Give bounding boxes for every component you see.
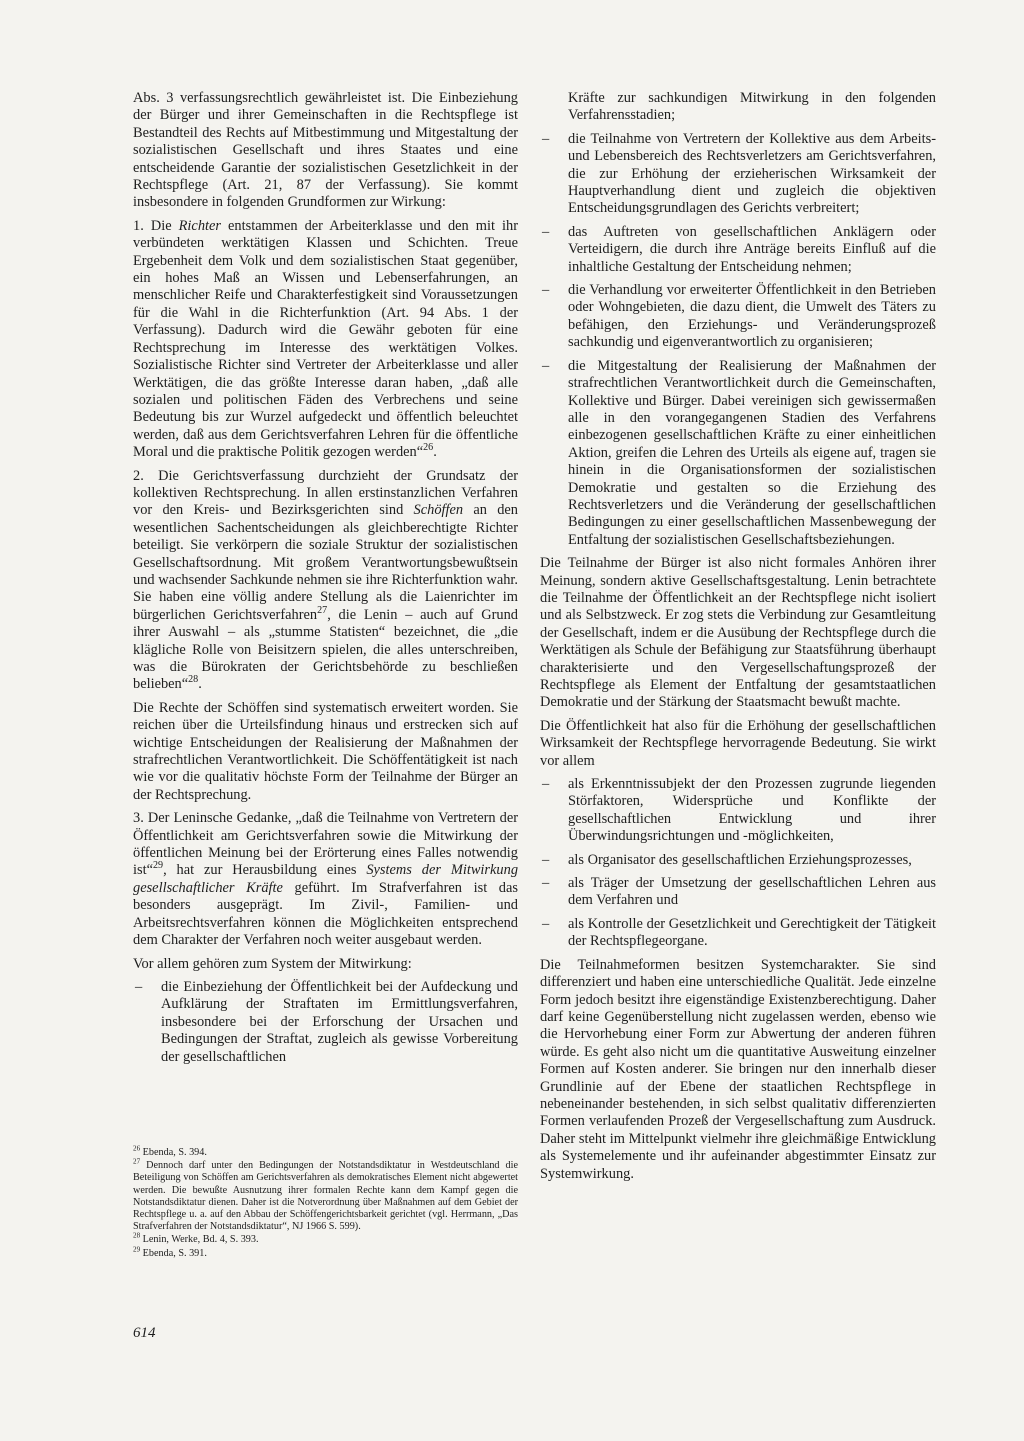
footnote-ref: 27 — [317, 604, 328, 616]
dash-mark: – — [542, 357, 550, 374]
emphasis: Richter — [178, 217, 221, 234]
list-item-text: als Organisator des gesellschaftlichen Erziehungsprozesses, — [568, 851, 912, 868]
dash-mark: – — [542, 851, 550, 868]
paragraph-oeffentlichkeit: Die Öffentlichkeit hat also für die Erhöhung der gesellschaftlichen Wirksamkeit der Rechtspflege hervorragende Bedeutung. Sie wirkt vor allem — [540, 717, 936, 769]
paragraph-teilnahmeformen: Die Teilnahmeformen besitzen Systemcharakter. Sie sind differenziert und haben eine unterschiedliche Qualität. Jede einzelne Form jedoch besitzt ihre eigenständige Existenzberechtigung. Daher darf keine Gegenüberstellung nicht zugelassen werden, ebenso wie die Hervorhebung einer Form zur Abwertung der anderen führen würde. Es geht also nicht um die quantitative Ausweitung einzelner Formen auf Kosten anderer. Sie bringen nur den innerhalb dieser Grundlinie auf der Ebene der staatlichen Rechtspflege in nebeneinander bestehenden, in sich selbst qualitativ differenzierten Formen verlaufenden Prozeß der Vergesellschaftung zum Ausdruck. Daher steht im Mittelpunkt vielmehr ihre gleichmäßige Entwicklung als Systemelemente und ihr aufeinander abgestimmter Einsatz zur Systemwirkung. — [540, 956, 936, 1182]
list-item — [133, 979, 518, 1066]
text: . — [198, 676, 202, 693]
list-item — [540, 875, 936, 910]
text: 1. Die — [133, 217, 179, 234]
footnote-ref: 28 — [188, 674, 199, 686]
footnote-29 — [133, 1245, 518, 1260]
emphasis: Schöffen — [413, 502, 464, 519]
footnote-28 — [133, 1234, 518, 1246]
list-item-text: die Teilnahme von Vertretern der Kollektive aus dem Arbeits- und Lebensbereich des Rechtsverletzers am Gerichtsverfahren, die zur Erhöhung der erzieherischen Wirksamkeit der Hauptverhandlung dient und zugleich die objektiven Entscheidungsgrundlagen des Gerichts verbreitert; — [568, 130, 936, 217]
footnote-text: Ebenda, S. 394. — [140, 1147, 207, 1158]
right-column — [540, 90, 936, 1189]
list-item-text: als Erkenntnissubjekt der den Prozessen zugrunde liegenden Störfaktoren, Widersprüche und Konflikte der gesellschaftlichen Entwicklung und ihrer Überwindungsrichtungen und -möglichkeiten, — [568, 776, 936, 845]
list-item — [540, 776, 936, 846]
list-item — [540, 224, 936, 276]
paragraph-leninsche-gedanke — [133, 810, 518, 949]
list-item — [540, 282, 936, 352]
dash-mark: – — [542, 223, 550, 240]
footnote-ref: 29 — [152, 860, 164, 872]
footnote-number: 29 — [133, 1245, 141, 1254]
dash-mark: – — [542, 282, 550, 299]
dash-mark: – — [135, 978, 143, 995]
left-column — [133, 90, 518, 1072]
list-item — [540, 852, 936, 869]
list-item — [540, 916, 936, 951]
list-item-text: als Kontrolle der Gesetzlichkeit und Gerechtigkeit der Tätigkeit der Rechtspflegeorgane. — [568, 915, 936, 950]
page-number: 614 — [133, 1325, 156, 1341]
footnote-text: Ebenda, S. 391. — [140, 1247, 207, 1259]
text: an den wesentlichen Sachentscheidungen als gleichberechtigte Richter beteiligt. Sie verkörpern die soziale Struktur der sozialistischen Gesellschaftsordnung. Mit großem Verantwortungsbewußtsein und wachsender Sachkunde nehmen sie ihre Richterfunktion wahr. Sie haben eine völlig andere Stellung als die Laienrichter im bürgerlichen Gerichtsverfahren — [133, 502, 518, 623]
list-item-continuation: Kräfte zur sachkundigen Mitwirkung in den folgenden Verfahrensstadien; — [568, 90, 936, 124]
footnote-number: 26 — [133, 1144, 141, 1153]
footnote-ref: 26 — [423, 442, 434, 454]
footnote-number: 28 — [133, 1232, 141, 1241]
paragraph-richter — [133, 218, 518, 462]
dash-mark: – — [542, 875, 550, 892]
dash-mark: – — [542, 915, 550, 932]
text: entstammen der Arbeiterklasse und den mit ihr verbündeten werktätigen Klassen und Schichten. Treue Ergebenheit dem Volk und dem sozialistischen Staat gegenüber, ein hohes Maß an Wissen und Lebenserfahrungen, an menschlicher Reife und Charakterfestigkeit sind Voraussetzungen für die Wahl in die Richterfunktion (Art. 94 Abs. 1 der Verfassung). Dadurch wird die Gewähr geboten für eine Rechtsprechung im Interesse des werktätigen Volkes. Sozialistische Richter sind Vertreter der Arbeiterklasse und aller Werktätigen, die das größte Interesse daran haben, „daß alle sozialen und politischen Fäden des Verbrechens und seine Bedeutung bis zur Wurzel aufgedeckt und öffentlich beleuchtet werden, daß aus dem Gerichtsverfahren Lehren für die öffentliche Moral und die praktische Politik gezogen werden“ — [133, 217, 518, 461]
text: 2. Die Gerichtsverfassung durchzieht der Grundsatz der kollektiven Rechtsprechung. In allen erstinstanzlichen Verfahren vor den Kreis- und Bezirksgerichten sind — [133, 467, 518, 519]
paragraph-intro: Abs. 3 verfassungsrechtlich gewährleistet ist. Die Einbeziehung der Bürger und ihrer Gemeinschaften in die Rechtspflege ist Bestandteil des Rechts auf Mitbestimmung und Mitgestaltung der sozialistischen Gesellschaft und ihres Staates und eine entscheidende Garantie der sozialistischen Gesetzlichkeit in der Rechtspflege (Art. 21, 87 der Verfassung). Sie kommt insbesondere in folgenden Grundformen zur Wirkung: — [133, 90, 518, 211]
text: geführt. Im Strafverfahren ist das besonders ausgeprägt. Im Zivil-, Familien- und Arbeitsrechtsverfahren können die Möglichkeiten entsprechend dem Charakter der Verfahren noch weiter ausgebaut werden. — [133, 879, 518, 949]
list-item-text: das Auftreten von gesellschaftlichen Anklägern oder Verteidigern, die durch ihre Anträge bereits Einfluß auf die inhaltliche Gestaltung der Entscheidung nehmen; — [568, 223, 936, 275]
list-item-text: die Verhandlung vor erweiterter Öffentlichkeit in den Betrieben oder Wohngebieten, die dazu dient, die Umwelt des Täters zu befähigen, den Erziehungs- und Veränderungsprozeß sachkundig und eigenverantwortlich zu organisieren; — [568, 282, 936, 351]
text: , hat zur Herausbildung eines — [163, 862, 367, 879]
list-item — [540, 358, 936, 549]
footnote-27 — [133, 1157, 518, 1233]
paragraph-teilnahme: Die Teilnahme der Bürger ist also nicht formales Anhören ihrer Meinung, sondern aktive Gesellschaftsgestaltung. Lenin betrachtete die Teilnahme der Öffentlichkeit an der Rechtspflege nicht isoliert und als Selbstzweck. Er zog stets die Verbindung zur Gesamtleitung der Gesellschaft, indem er die Ausübung der Rechtspflege durch die Werktätigen als Schule der Befähigung zur Staatsführung überhaupt charakterisierte und den Vergesellschaftungsprozeß der Rechtspflege als Element der Entfaltung der gesamtstaatlichen Demokratie und der Stärkung der Staatsmacht bewußt machte. — [540, 555, 936, 711]
emphasis: Systems der Mitwirkung gesellschaftlicher Kräfte — [133, 862, 519, 896]
footnote-26 — [133, 1144, 518, 1159]
paragraph-rechte: Die Rechte der Schöffen sind systematisch erweitert worden. Sie reichen über die Urteilsfindung hinaus und erstrecken sich auf wichtige Entscheidungen der Realisierung der Maßnahmen der strafrechtlichen Verantwortlichkeit. Die Schöffentätigkeit ist nach wie vor die qualitativ höchste Form der Teilnahme der Bürger an der Rechtsprechung. — [133, 699, 518, 803]
footnote-number: 27 — [133, 1157, 141, 1166]
dash-mark: – — [542, 776, 550, 793]
footnote-text: Dennoch darf unter den Bedingungen der Notstandsdiktatur in Westdeutschland die Beteiligung von Schöffen am Gerichtsverfahren als demokratisches Element nicht abgewertet werden. Die bewußte Ausnutzung ihrer formalen Rechte kann dem Kampf gegen die Notstandsdiktatur dienen. Daher ist die Notverordnung über Maßnahmen auf dem Gebiet der Rechtspflege u. a. auf den Abbau der Schöffengerichtsbarkeit gerichtet (vgl. Herrmann, „Das Strafverfahren der Notstandsdiktatur“, NJ 1966 S. 599). — [133, 1160, 518, 1233]
footnote-text: Lenin, Werke, Bd. 4, S. 393. — [140, 1234, 259, 1246]
list-item — [540, 131, 936, 218]
footnotes — [133, 1144, 518, 1261]
paragraph-schoeffen — [133, 468, 518, 694]
list-item-text: die Mitgestaltung der Realisierung der Maßnahmen der strafrechtlichen Verantwortlichkeit durch die Gemeinschaften, Kollektive und Bürger. Dabei vereinigen sich gewissermaßen alle in den vorangegangenen Stadien des Verfahrens einbezogenen gesellschaftlichen Kräfte zu einer einheitlichen Aktion, greifen die Lehren des Urteils als eigene auf, tragen sie hinein in die Organisationsformen der sozialistischen Demokratie und gestalten so die Erziehung des Rechtsverletzers und die Veränderung der gesellschaftlichen Bedingungen zu einer gesellschaftlichen Massenbewegung der Entfaltung der sozialistischen Gesellschaftsbeziehungen. — [568, 357, 936, 548]
list-item-text: die Einbeziehung der Öffentlichkeit bei der Aufdeckung und Aufklärung der Straftaten im Ermittlungsverfahren, insbesondere bei der Erforschung der Ursachen und Bedingungen der Straftat, zugleich als gewisse Vorbereitung der gesellschaftlichen — [161, 978, 518, 1065]
dash-mark: – — [542, 130, 550, 147]
text: 3. Der Leninsche Gedanke, „daß die Teilnahme von Vertretern der Öffentlichkeit am Gerichtsverfahren sowie die Mitwirkung der öffentlichen Meinung bei der Erörterung eines Falles notwendig ist“ — [133, 810, 518, 879]
text: , die Lenin – auch auf Grund ihrer Auswahl – als „stumme Statisten“ bezeichnet, die „die klägliche Rolle von Beisitzern spielen, die alles unterschreiben, was die Bürokraten der Gerichtsbehörde zu beschließen belieben“ — [133, 606, 519, 693]
list-item-text: als Träger der Umsetzung der gesellschaftlichen Lehren aus dem Verfahren und — [568, 875, 936, 909]
text: . — [433, 444, 437, 461]
paragraph-vor-allem: Vor allem gehören zum System der Mitwirkung: — [133, 955, 412, 972]
